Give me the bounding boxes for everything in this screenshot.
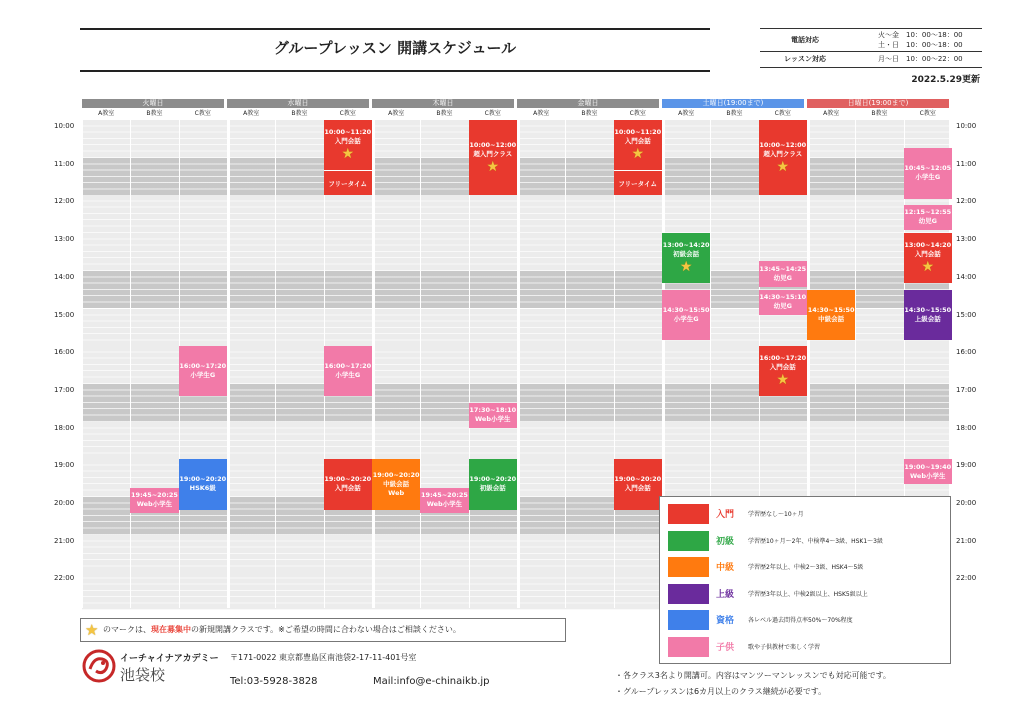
dragon-logo-icon [82, 649, 116, 683]
time-label-right: 20:00 [956, 499, 977, 507]
column-divider [227, 120, 228, 608]
time-label-left: 15:00 [54, 310, 75, 319]
lesson-text: 中級会話 [383, 480, 410, 489]
lesson-block[interactable] [372, 459, 420, 509]
lesson-hours-label: レッスン対応 [784, 55, 826, 63]
legend-item [668, 531, 948, 551]
phone-hours-weekend: 土・日 10：00〜18：00 [878, 41, 963, 49]
lesson-text: 入門会話 [769, 363, 796, 372]
lesson-text: 13:00~14:20 [662, 241, 710, 250]
note-pre: のマークは、 [103, 625, 151, 634]
lesson-text: Web小学生 [426, 500, 463, 509]
footnotes [615, 668, 891, 700]
room-header: B教室 [871, 110, 888, 117]
lesson-text: Web小学生 [474, 415, 511, 424]
lesson-text: フリータイム [618, 179, 658, 188]
lesson-text: 13:45~14:25 [759, 264, 807, 273]
time-label-right: 18:00 [956, 423, 977, 432]
room-header: B教室 [436, 110, 453, 117]
column-divider [130, 120, 131, 608]
day-header: 土曜日(19:00まで) [662, 99, 804, 108]
lesson-text: 小学生G [190, 371, 216, 380]
legend-description: 学習歴3年以上、中検2級以上、HSK5級以上 [748, 590, 868, 598]
school-address: 〒171-0022 東京都豊島区南池袋2-17-11-401号室 [230, 653, 417, 662]
lesson-text: 小学生G [335, 371, 361, 380]
time-label-left: 19:00 [54, 461, 75, 470]
level-legend [659, 496, 951, 664]
lesson-block[interactable] [469, 403, 517, 428]
lesson-text: 19:00~20:20 [179, 475, 227, 484]
column-divider [372, 120, 373, 608]
time-label-right: 17:00 [956, 385, 977, 394]
time-label-left: 20:00 [54, 499, 75, 507]
lesson-text: 入門会話 [334, 484, 361, 493]
lesson-text: 17:30~18:10 [469, 406, 517, 415]
lesson-block[interactable] [469, 459, 517, 509]
lesson-block[interactable] [469, 120, 517, 195]
room-header: A教室 [388, 110, 405, 117]
star-icon: ★ [631, 146, 645, 163]
lesson-text: 19:00~20:20 [324, 475, 372, 484]
lesson-block[interactable] [807, 290, 855, 340]
lesson-text: 上級会話 [914, 314, 941, 323]
legend-swatch [668, 504, 709, 524]
school-branch: 池袋校 [120, 666, 166, 684]
lesson-text: 初級会話 [673, 250, 700, 259]
day-header: 水曜日 [227, 99, 369, 108]
room-header: C教室 [194, 110, 211, 117]
room-header: C教室 [484, 110, 501, 117]
time-label-right: 19:00 [956, 461, 977, 470]
hour-band [82, 195, 949, 233]
lesson-text: 入門会話 [334, 137, 361, 146]
lesson-block[interactable] [420, 488, 468, 513]
lesson-block[interactable] [324, 170, 372, 195]
lesson-block[interactable] [904, 205, 952, 230]
legend-description: 歌や子供教材で楽しく学習 [748, 643, 821, 651]
room-header: C教室 [339, 110, 356, 117]
star-icon: ★ [679, 259, 693, 276]
time-label-left: 21:00 [54, 536, 75, 545]
time-label-right: 12:00 [956, 197, 977, 206]
lesson-text: 10:45~12:05 [904, 164, 952, 173]
lesson-block[interactable] [904, 290, 952, 340]
lesson-text: 14:30~15:50 [662, 305, 710, 314]
time-label-left: 12:00 [54, 197, 75, 206]
day-header: 金曜日 [517, 99, 659, 108]
footnote-2: ・グループレッスンは6カ月以上のクラス継続が必要です。 [615, 687, 827, 696]
time-label-right: 14:00 [956, 272, 977, 281]
lesson-block[interactable] [614, 459, 662, 509]
lesson-block[interactable] [179, 346, 227, 396]
note-post: の新規開講クラスです。※ご希望の時間に合わない場合はご相談ください。 [191, 625, 461, 634]
lesson-text: フリータイム [328, 179, 368, 188]
star-icon: ★ [921, 259, 935, 276]
room-header: A教室 [243, 110, 260, 117]
legend-swatch [668, 557, 709, 577]
room-header: B教室 [291, 110, 308, 117]
lesson-block[interactable] [614, 170, 662, 195]
time-label-right: 11:00 [956, 159, 977, 168]
hour-band [82, 233, 949, 271]
legend-swatch [668, 584, 709, 604]
lesson-text: 19:00~20:20 [372, 471, 420, 480]
lesson-block[interactable] [904, 148, 952, 198]
lesson-text: 幼児G [918, 217, 937, 226]
column-divider [420, 120, 421, 608]
lesson-text: 14:30~15:50 [904, 305, 952, 314]
time-label-left: 11:00 [54, 159, 75, 168]
star-icon: ★ [341, 146, 355, 163]
lesson-text: 入門会話 [624, 484, 651, 493]
lesson-text: 中級会話 [818, 314, 845, 323]
column-divider [82, 120, 83, 608]
time-label-right: 22:00 [956, 574, 977, 583]
room-header: C教室 [629, 110, 646, 117]
time-label-left: 18:00 [54, 423, 75, 432]
legend-name: 初級 [716, 536, 735, 547]
lesson-text: 超入門クラス [473, 149, 513, 158]
phone-hours-label: 電話対応 [791, 36, 819, 44]
lesson-text: 10:00~12:00 [469, 140, 517, 149]
school-logo [82, 647, 222, 687]
time-label-right: 10:00 [956, 122, 977, 130]
lesson-text: HSK6級 [189, 484, 216, 493]
lesson-text: 14:30~15:10 [759, 293, 807, 302]
lesson-hours-value: 月〜日 10：00〜22：00 [878, 55, 963, 63]
lesson-block[interactable] [614, 120, 662, 170]
star-icon: ★ [486, 158, 500, 175]
lesson-block[interactable] [324, 346, 372, 396]
time-label-left: 16:00 [54, 348, 75, 357]
time-label-right: 13:00 [956, 235, 977, 244]
legend-item [668, 637, 948, 657]
lesson-text: 小学生G [673, 314, 699, 323]
column-divider [275, 120, 276, 608]
legend-description: 学習歴10ヶ月〜2年、中検準4〜3級、HSK1〜3級 [748, 537, 883, 545]
lesson-block[interactable] [759, 290, 807, 315]
legend-name: 資格 [716, 616, 735, 626]
day-header: 木曜日 [372, 99, 514, 108]
lesson-block[interactable] [130, 488, 178, 513]
legend-name: 入門 [716, 510, 735, 520]
lesson-text: Web小学生 [136, 500, 173, 509]
lesson-block[interactable] [904, 459, 952, 484]
time-label-left: 13:00 [54, 235, 75, 244]
legend-name: 子供 [716, 642, 735, 653]
lesson-block[interactable] [759, 261, 807, 286]
lesson-text: 初級会話 [479, 484, 506, 493]
lesson-text: 19:00~19:40 [904, 462, 952, 471]
lesson-text: Web小学生 [909, 471, 946, 480]
time-label-right: 21:00 [956, 536, 977, 545]
legend-description: 学習歴2年以上、中検2〜3級、HSK4〜5級 [748, 564, 864, 571]
time-label-left: 10:00 [54, 122, 75, 130]
time-label-left: 14:00 [54, 272, 75, 281]
column-divider [565, 120, 566, 608]
lesson-text: 小学生G [915, 173, 941, 182]
room-header: A教室 [533, 110, 550, 117]
lesson-text: 入門会話 [624, 137, 651, 146]
footnote-1: ・各クラス3名より開講可。内容はマンツーマンレッスンでも対応可能です。 [615, 671, 891, 680]
lesson-text: 10:00~12:00 [759, 140, 807, 149]
lesson-block[interactable] [662, 290, 710, 340]
day-header: 日曜日(19:00まで) [807, 99, 949, 108]
page-title: グループレッスン 開講スケジュール [273, 39, 517, 57]
lesson-text: 19:00~20:20 [614, 475, 662, 484]
column-divider [952, 120, 955, 608]
lesson-text: 19:00~20:20 [469, 475, 517, 484]
star-icon: ★ [776, 372, 790, 389]
lesson-block[interactable] [904, 233, 952, 283]
legend-item [668, 610, 948, 630]
room-header: B教室 [146, 110, 163, 117]
lesson-text: 16:00~17:20 [324, 362, 372, 371]
time-label-right: 16:00 [956, 348, 977, 357]
lesson-text: 19:45~20:25 [421, 491, 468, 500]
legend-description: 学習歴なし〜10ヶ月 [748, 511, 804, 518]
star-icon: ★ [85, 621, 99, 639]
day-header: 火曜日 [82, 99, 224, 108]
school-phone: Tel:03-5928-3828 [230, 676, 318, 687]
note-highlight: 現在募集中 [151, 625, 191, 634]
lesson-block[interactable] [759, 120, 807, 195]
lesson-block[interactable] [662, 233, 710, 283]
time-label-right: 15:00 [956, 310, 977, 319]
legend-swatch [668, 637, 709, 657]
star-note-text [103, 619, 461, 641]
star-icon: ★ [776, 158, 790, 175]
legend-swatch [668, 531, 709, 551]
room-header: A教室 [98, 110, 115, 117]
legend-description: 各レベル過去問得点率50%〜70%程度 [748, 617, 853, 624]
column-divider [517, 120, 518, 608]
phone-hours-weekday: 火〜金 10：00〜18：00 [878, 31, 963, 39]
lesson-text: 入門会話 [914, 250, 941, 259]
school-email: Mail:info@e-chinaikb.jp [373, 676, 490, 687]
school-name: イーチャイナアカデミー [120, 654, 219, 664]
lesson-text: 16:00~17:20 [179, 362, 227, 371]
lesson-block[interactable] [324, 459, 372, 509]
lesson-text: Web [388, 489, 405, 498]
lesson-text: 16:00~17:20 [759, 354, 807, 363]
room-header: A教室 [678, 110, 695, 117]
room-header: B教室 [726, 110, 743, 117]
legend-swatch [668, 610, 709, 630]
lesson-text: 12:15~12:55 [904, 208, 952, 217]
legend-name: 上級 [716, 589, 735, 600]
lesson-text: 10:00~11:20 [324, 128, 372, 137]
lesson-text: 14:30~15:50 [807, 305, 855, 314]
legend-item [668, 584, 948, 604]
lesson-text: 幼児G [773, 302, 792, 311]
room-header: C教室 [919, 110, 936, 117]
lesson-text: 10:00~11:20 [614, 128, 662, 137]
legend-item [668, 557, 948, 577]
lesson-text: 13:00~14:20 [904, 241, 952, 250]
star-note [80, 618, 566, 642]
lesson-block[interactable] [759, 346, 807, 396]
lesson-text: 19:45~20:25 [131, 491, 178, 500]
lesson-block[interactable] [324, 120, 372, 170]
legend-name: 中級 [716, 563, 735, 573]
legend-item [668, 504, 948, 524]
lesson-block[interactable] [179, 459, 227, 509]
lesson-text: 超入門クラス [763, 149, 803, 158]
room-header: C教室 [774, 110, 791, 117]
time-label-left: 22:00 [54, 574, 75, 583]
updated-date: 2022.5.29更新 [911, 75, 980, 85]
room-header: B教室 [581, 110, 598, 117]
time-label-left: 17:00 [54, 385, 75, 394]
room-header: A教室 [823, 110, 840, 117]
lesson-text: 幼児G [773, 273, 792, 282]
